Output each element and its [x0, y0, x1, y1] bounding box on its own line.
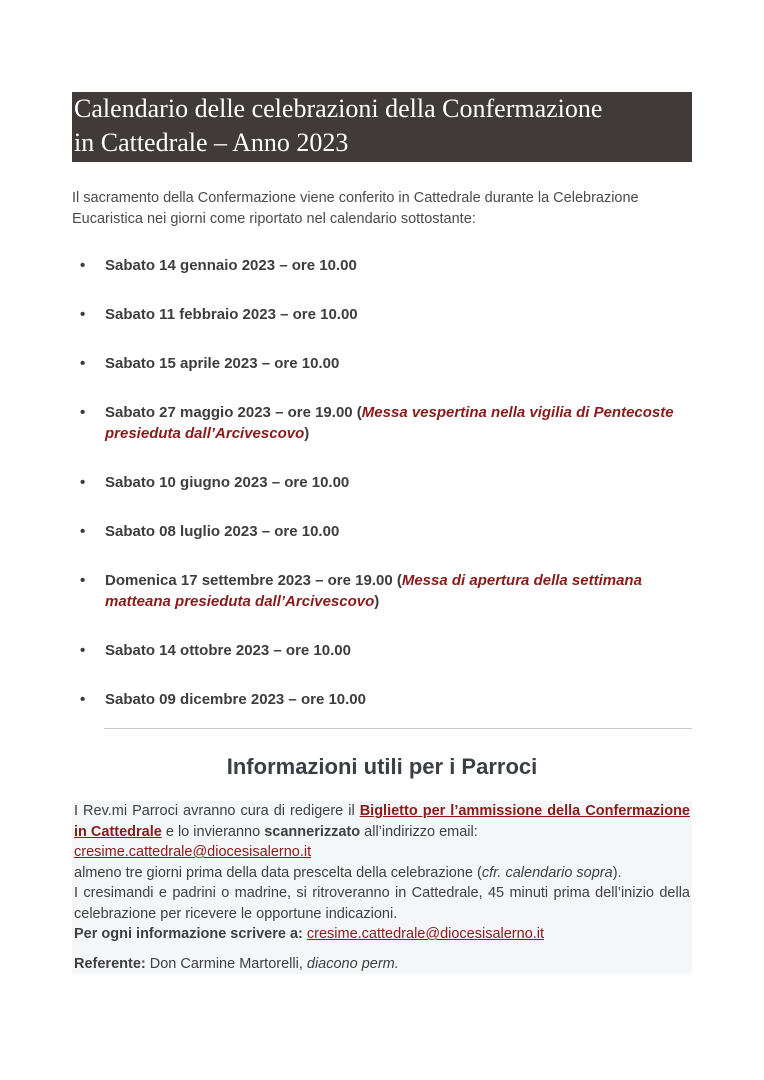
date-item: • Sabato 15 aprile 2023 – ore 10.00 — [72, 353, 692, 374]
email-link[interactable]: cresime.cattedrale@diocesisalerno.it — [74, 844, 312, 860]
info-paragraph-3: I cresimandi e padrini o madrine, si ritroveranno in Cattedrale, 45 minuti prima dell’inizio della celebrazione per ricevere le opportune indicazioni. — [74, 885, 690, 922]
date-item: • Domenica 17 settembre 2023 – ore 19.00 (Messa di apertura della settimana matteana presieduta dall’Arcivescovo) — [72, 570, 692, 612]
date-item: • Sabato 09 dicembre 2023 – ore 10.00 — [72, 689, 692, 710]
info-paragraph-4: Per ogni informazione scrivere a: cresime.cattedrale@diocesisalerno.it — [74, 926, 545, 942]
info-heading: Informazioni utili per i Parroci — [226, 754, 538, 779]
biglietto-link[interactable]: Biglietto per l’ammissione della Confermazione in Cattedrale — [74, 803, 690, 840]
info-box — [72, 801, 692, 974]
celebration-dates-list — [72, 255, 692, 710]
date-note: Messa di apertura della settimana matteana presieduta dall’Arcivescovo — [105, 572, 642, 610]
section-divider — [104, 728, 692, 729]
referente: Referente: Don Carmine Martorelli, diacono perm. — [74, 955, 399, 972]
contact-email-link[interactable]: cresime.cattedrale@diocesisalerno.it — [306, 926, 545, 942]
date-note: Messa vespertina nella vigilia di Pentecoste presieduta dall’Arcivescovo — [105, 404, 674, 442]
info-paragraph-1: I Rev.mi Parroci avranno cura di redigere il Biglietto per l’ammissione della Confermazione in Cattedrale e lo invieranno scannerizzato all’indirizzo email: cresime.cattedrale@diocesisalerno.it — [74, 803, 690, 860]
date-item: • Sabato 14 gennaio 2023 – ore 10.00 — [72, 255, 692, 276]
date-item: • Sabato 11 febbraio 2023 – ore 10.00 — [72, 304, 692, 325]
info-paragraph-2: almeno tre giorni prima della data prescelta della celebrazione (cfr. calendario sopra). — [74, 864, 622, 881]
date-item: • Sabato 27 maggio 2023 – ore 19.00 (Messa vespertina nella vigilia di Pentecoste presieduta dall’Arcivescovo) — [72, 402, 692, 444]
date-item: • Sabato 08 luglio 2023 – ore 10.00 — [72, 521, 692, 542]
date-item: • Sabato 10 giugno 2023 – ore 10.00 — [72, 472, 692, 493]
title-line-2: in Cattedrale – Anno 2023 — [74, 128, 349, 157]
title-line-1: Calendario delle celebrazioni della Confermazione — [74, 94, 603, 123]
date-item: • Sabato 14 ottobre 2023 – ore 10.00 — [72, 640, 692, 661]
page-title — [72, 92, 692, 162]
intro-paragraph: Il sacramento della Confermazione viene conferito in Cattedrale durante la Celebrazione Eucaristica nei giorni come riportato nel calendario sottostante: — [72, 190, 639, 227]
